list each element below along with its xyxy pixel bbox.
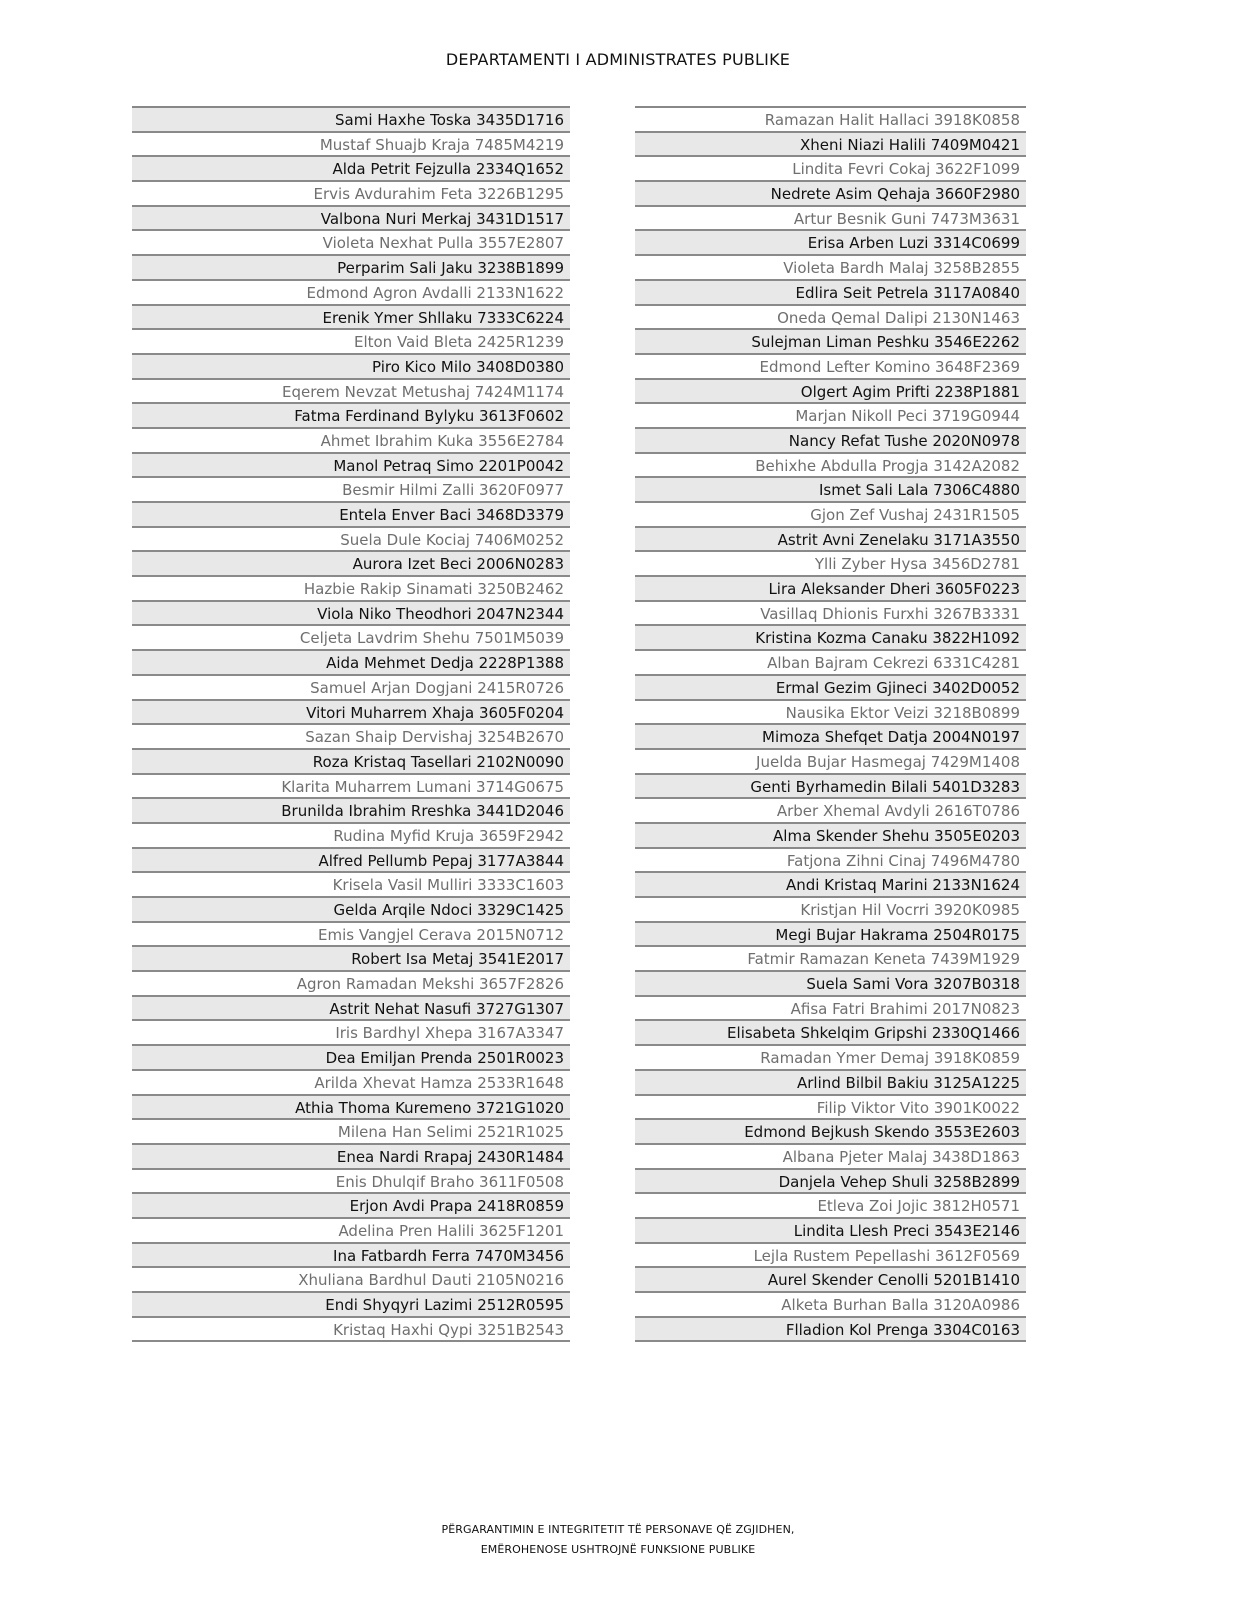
list-item: Piro Kico Milo 3408D0380 [132, 355, 570, 380]
list-item: Rudina Myfid Kruja 3659F2942 [132, 824, 570, 849]
list-item: Arber Xhemal Avdyli 2616T0786 [635, 799, 1026, 824]
list-item: Genti Byrhamedin Bilali 5401D3283 [635, 775, 1026, 800]
list-item: Kristina Kozma Canaku 3822H1092 [635, 626, 1026, 651]
list-item: Erenik Ymer Shllaku 7333C6224 [132, 306, 570, 331]
list-item: Marjan Nikoll Peci 3719G0944 [635, 404, 1026, 429]
list-item: Gelda Arqile Ndoci 3329C1425 [132, 898, 570, 923]
list-item: Alketa Burhan Balla 3120A0986 [635, 1293, 1026, 1318]
list-item: Roza Kristaq Tasellari 2102N0090 [132, 750, 570, 775]
list-item: Edmond Agron Avdalli 2133N1622 [132, 281, 570, 306]
list-item: Mustaf Shuajb Kraja 7485M4219 [132, 133, 570, 158]
list-item: Dea Emiljan Prenda 2501R0023 [132, 1046, 570, 1071]
list-item: Nancy Refat Tushe 2020N0978 [635, 429, 1026, 454]
list-item: Gjon Zef Vushaj 2431R1505 [635, 503, 1026, 528]
list-item: Fatjona Zihni Cinaj 7496M4780 [635, 849, 1026, 874]
list-item: Ahmet Ibrahim Kuka 3556E2784 [132, 429, 570, 454]
list-item: Milena Han Selimi 2521R1025 [132, 1120, 570, 1145]
list-item: Emis Vangjel Cerava 2015N0712 [132, 923, 570, 948]
list-item: Violeta Bardh Malaj 3258B2855 [635, 256, 1026, 281]
list-item: Edlira Seit Petrela 3117A0840 [635, 281, 1026, 306]
list-item: Robert Isa Metaj 3541E2017 [132, 947, 570, 972]
list-item: Elton Vaid Bleta 2425R1239 [132, 330, 570, 355]
list-item: Enea Nardi Rrapaj 2430R1484 [132, 1145, 570, 1170]
list-item: Alfred Pellumb Pepaj 3177A3844 [132, 849, 570, 874]
list-item: Erjon Avdi Prapa 2418R0859 [132, 1194, 570, 1219]
list-item: Ervis Avdurahim Feta 3226B1295 [132, 182, 570, 207]
list-item: Samuel Arjan Dogjani 2415R0726 [132, 676, 570, 701]
list-item: Athia Thoma Kuremeno 3721G1020 [132, 1096, 570, 1121]
list-item: Elisabeta Shkelqim Gripshi 2330Q1466 [635, 1021, 1026, 1046]
list-item: Adelina Pren Halili 3625F1201 [132, 1219, 570, 1244]
list-item: Manol Petraq Simo 2201P0042 [132, 454, 570, 479]
list-item: Celjeta Lavdrim Shehu 7501M5039 [132, 626, 570, 651]
list-item: Megi Bujar Hakrama 2504R0175 [635, 923, 1026, 948]
list-item: Hazbie Rakip Sinamati 3250B2462 [132, 577, 570, 602]
list-item: Juelda Bujar Hasmegaj 7429M1408 [635, 750, 1026, 775]
list-item: Artur Besnik Guni 7473M3631 [635, 207, 1026, 232]
list-item: Iris Bardhyl Xhepa 3167A3347 [132, 1021, 570, 1046]
right-name-list [635, 106, 1026, 1342]
list-item: Sami Haxhe Toska 3435D1716 [132, 108, 570, 133]
list-item: Enis Dhulqif Braho 3611F0508 [132, 1170, 570, 1195]
list-item: Xheni Niazi Halili 7409M0421 [635, 133, 1026, 158]
list-item: Ina Fatbardh Ferra 7470M3456 [132, 1244, 570, 1269]
list-item: Astrit Avni Zenelaku 3171A3550 [635, 528, 1026, 553]
list-item: Lira Aleksander Dheri 3605F0223 [635, 577, 1026, 602]
list-item: Xhuliana Bardhul Dauti 2105N0216 [132, 1268, 570, 1293]
list-item: Agron Ramadan Mekshi 3657F2826 [132, 972, 570, 997]
list-item: Aida Mehmet Dedja 2228P1388 [132, 651, 570, 676]
list-item: Albana Pjeter Malaj 3438D1863 [635, 1145, 1026, 1170]
list-item: Arilda Xhevat Hamza 2533R1648 [132, 1071, 570, 1096]
list-item: Nedrete Asim Qehaja 3660F2980 [635, 182, 1026, 207]
list-item: Valbona Nuri Merkaj 3431D1517 [132, 207, 570, 232]
list-item: Edmond Bejkush Skendo 3553E2603 [635, 1120, 1026, 1145]
list-item: Mimoza Shefqet Datja 2004N0197 [635, 725, 1026, 750]
list-item: Ramazan Halit Hallaci 3918K0858 [635, 108, 1026, 133]
list-item: Flladion Kol Prenga 3304C0163 [635, 1318, 1026, 1343]
list-item: Danjela Vehep Shuli 3258B2899 [635, 1170, 1026, 1195]
list-item: Andi Kristaq Marini 2133N1624 [635, 873, 1026, 898]
list-item: Erisa Arben Luzi 3314C0699 [635, 231, 1026, 256]
list-item: Afisa Fatri Brahimi 2017N0823 [635, 997, 1026, 1022]
list-item: Arlind Bilbil Bakiu 3125A1225 [635, 1071, 1026, 1096]
list-item: Lindita Fevri Cokaj 3622F1099 [635, 157, 1026, 182]
list-item: Sulejman Liman Peshku 3546E2262 [635, 330, 1026, 355]
footer-line-2: EMËROHENOSE USHTROJNË FUNKSIONE PUBLIKE [480, 1543, 756, 1556]
list-item: Perparim Sali Jaku 3238B1899 [132, 256, 570, 281]
list-item: Filip Viktor Vito 3901K0022 [635, 1096, 1026, 1121]
list-item: Violeta Nexhat Pulla 3557E2807 [132, 231, 570, 256]
list-item: Kristaq Haxhi Qypi 3251B2543 [132, 1318, 570, 1343]
list-item: Oneda Qemal Dalipi 2130N1463 [635, 306, 1026, 331]
list-item: Vasillaq Dhionis Furxhi 3267B3331 [635, 602, 1026, 627]
list-item: Alban Bajram Cekrezi 6331C4281 [635, 651, 1026, 676]
page-title: DEPARTAMENTI I ADMINISTRATES PUBLIKE [445, 50, 791, 69]
list-item: Alma Skender Shehu 3505E0203 [635, 824, 1026, 849]
list-item: Aurel Skender Cenolli 5201B1410 [635, 1268, 1026, 1293]
list-item: Besmir Hilmi Zalli 3620F0977 [132, 478, 570, 503]
list-item: Ermal Gezim Gjineci 3402D0052 [635, 676, 1026, 701]
list-item: Behixhe Abdulla Progja 3142A2082 [635, 454, 1026, 479]
left-name-list [132, 106, 570, 1342]
list-item: Ylli Zyber Hysa 3456D2781 [635, 552, 1026, 577]
list-item: Entela Enver Baci 3468D3379 [132, 503, 570, 528]
list-item: Krisela Vasil Mulliri 3333C1603 [132, 873, 570, 898]
footer [0, 1520, 1236, 1560]
list-item: Aurora Izet Beci 2006N0283 [132, 552, 570, 577]
list-item: Kristjan Hil Vocrri 3920K0985 [635, 898, 1026, 923]
list-item: Suela Sami Vora 3207B0318 [635, 972, 1026, 997]
list-item: Lejla Rustem Pepellashi 3612F0569 [635, 1244, 1026, 1269]
list-item: Olgert Agim Prifti 2238P1881 [635, 380, 1026, 405]
list-item: Edmond Lefter Komino 3648F2369 [635, 355, 1026, 380]
list-item: Ramadan Ymer Demaj 3918K0859 [635, 1046, 1026, 1071]
list-item: Etleva Zoi Jojic 3812H0571 [635, 1194, 1026, 1219]
list-item: Fatmir Ramazan Keneta 7439M1929 [635, 947, 1026, 972]
list-item: Viola Niko Theodhori 2047N2344 [132, 602, 570, 627]
list-item: Alda Petrit Fejzulla 2334Q1652 [132, 157, 570, 182]
list-item: Endi Shyqyri Lazimi 2512R0595 [132, 1293, 570, 1318]
list-item: Vitori Muharrem Xhaja 3605F0204 [132, 701, 570, 726]
list-item: Eqerem Nevzat Metushaj 7424M1174 [132, 380, 570, 405]
list-item: Brunilda Ibrahim Rreshka 3441D2046 [132, 799, 570, 824]
list-item: Fatma Ferdinand Bylyku 3613F0602 [132, 404, 570, 429]
list-item: Suela Dule Kociaj 7406M0252 [132, 528, 570, 553]
list-item: Lindita Llesh Preci 3543E2146 [635, 1219, 1026, 1244]
list-item: Ismet Sali Lala 7306C4880 [635, 478, 1026, 503]
list-item: Klarita Muharrem Lumani 3714G0675 [132, 775, 570, 800]
list-item: Astrit Nehat Nasufi 3727G1307 [132, 997, 570, 1022]
list-item: Nausika Ektor Veizi 3218B0899 [635, 701, 1026, 726]
footer-line-1: PËRGARANTIMIN E INTEGRITETIT TË PERSONAVE QË ZGJIDHEN, [441, 1523, 795, 1536]
list-item: Sazan Shaip Dervishaj 3254B2670 [132, 725, 570, 750]
